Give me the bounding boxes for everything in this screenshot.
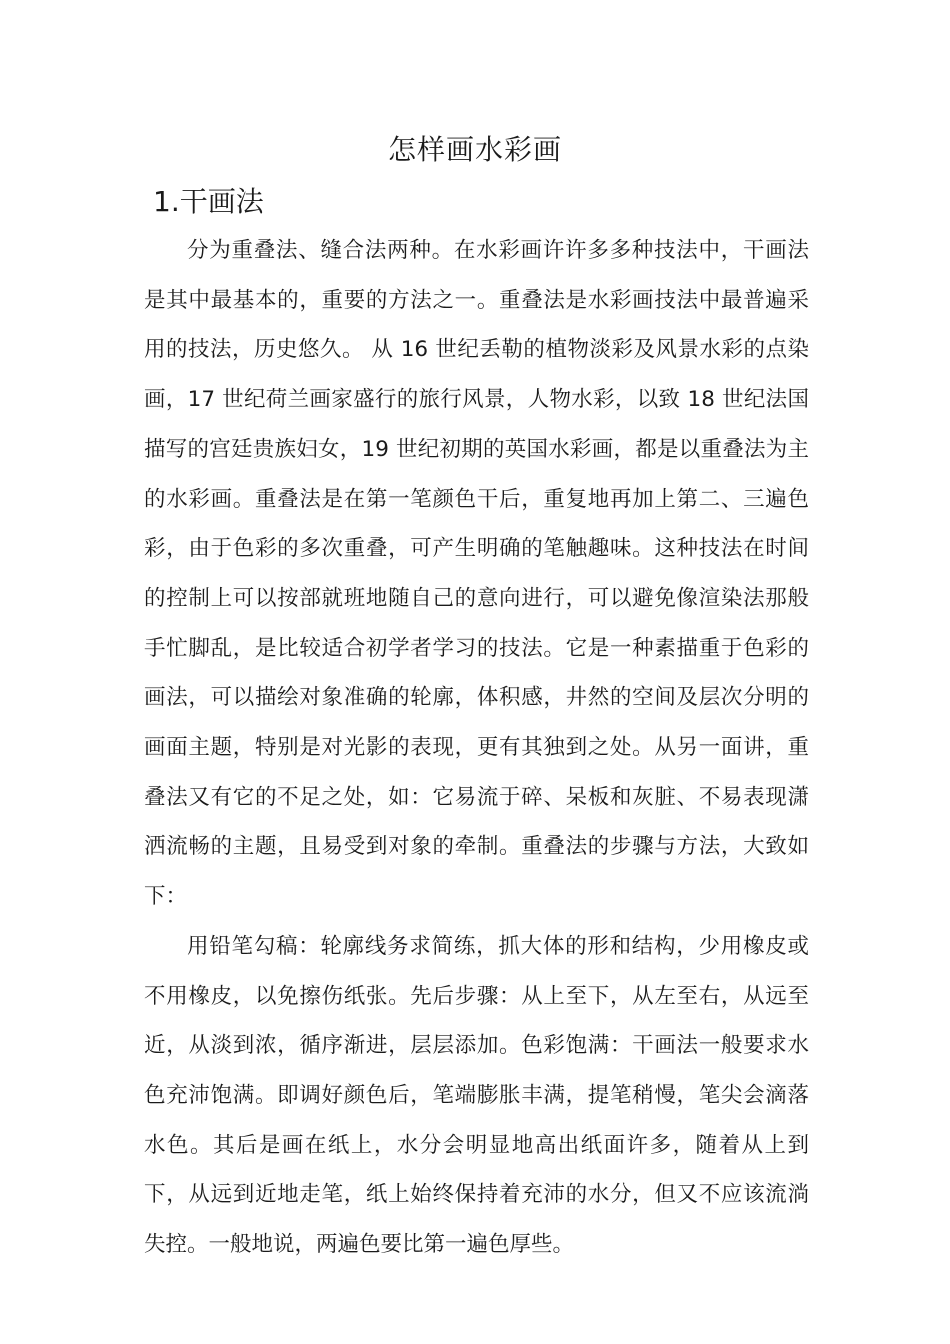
paragraph: 分为重叠法、缝合法两种。在水彩画许许多多种技法中，干画法是其中最基本的，重要的方法之一。重叠法是水彩画技法中最普遍采用的技法，历史悠久。 从 16 世纪丢勒的植物淡彩及风景水彩的点染画，17 世纪荷兰画家盛行的旅行风景，人物水彩，以致 18 世纪法国描写的宫廷贵族妇女，19 世纪初期的英国水彩画，都是以重叠法为主的水彩画。重叠法是在第一笔颜色干后，重复地再加上第二、三遍色彩，由于色彩的多次重叠，可产生明确的笔触趣味。这种技法在时间的控制上可以按部就班地随自己的意向进行，可以避免像渲染法那般手忙脚乱，是比较适合初学者学习的技法。它是一种素描重于色彩的画法，可以描绘对象准确的轮廓，体积感，井然的空间及层次分明的画面主题，特别是对光影的表现，更有其独到之处。从另一面讲，重叠法又有它的不足之处，如：它易流于碎、呆板和灰脏、不易表现潇洒流畅的主题，且易受到对象的牵制。重叠法的步骤与方法，大致如下：	[144, 238, 809, 910]
section-heading: 1.干画法	[153, 185, 264, 218]
document-title: 怎样画水彩画	[387, 133, 562, 166]
body-text	[144, 226, 809, 1270]
paragraph: 用铅笔勾稿：轮廓线务求简练，抓大体的形和结构，少用橡皮或不用橡皮，以免擦伤纸张。先后步骤：从上至下，从左至右，从远至近，从淡到浓，循序渐进，层层添加。色彩饱满：干画法一般要求水色充沛饱满。即调好颜色后，笔端膨胀丰满，提笔稍慢，笔尖会滴落水色。其后是画在纸上，水分会明显地高出纸面许多，随着从上到下，从远到近地走笔，纸上始终保持着充沛的水分，但又不应该流淌失控。一般地说，两遍色要比第一遍色厚些。	[144, 933, 809, 1258]
